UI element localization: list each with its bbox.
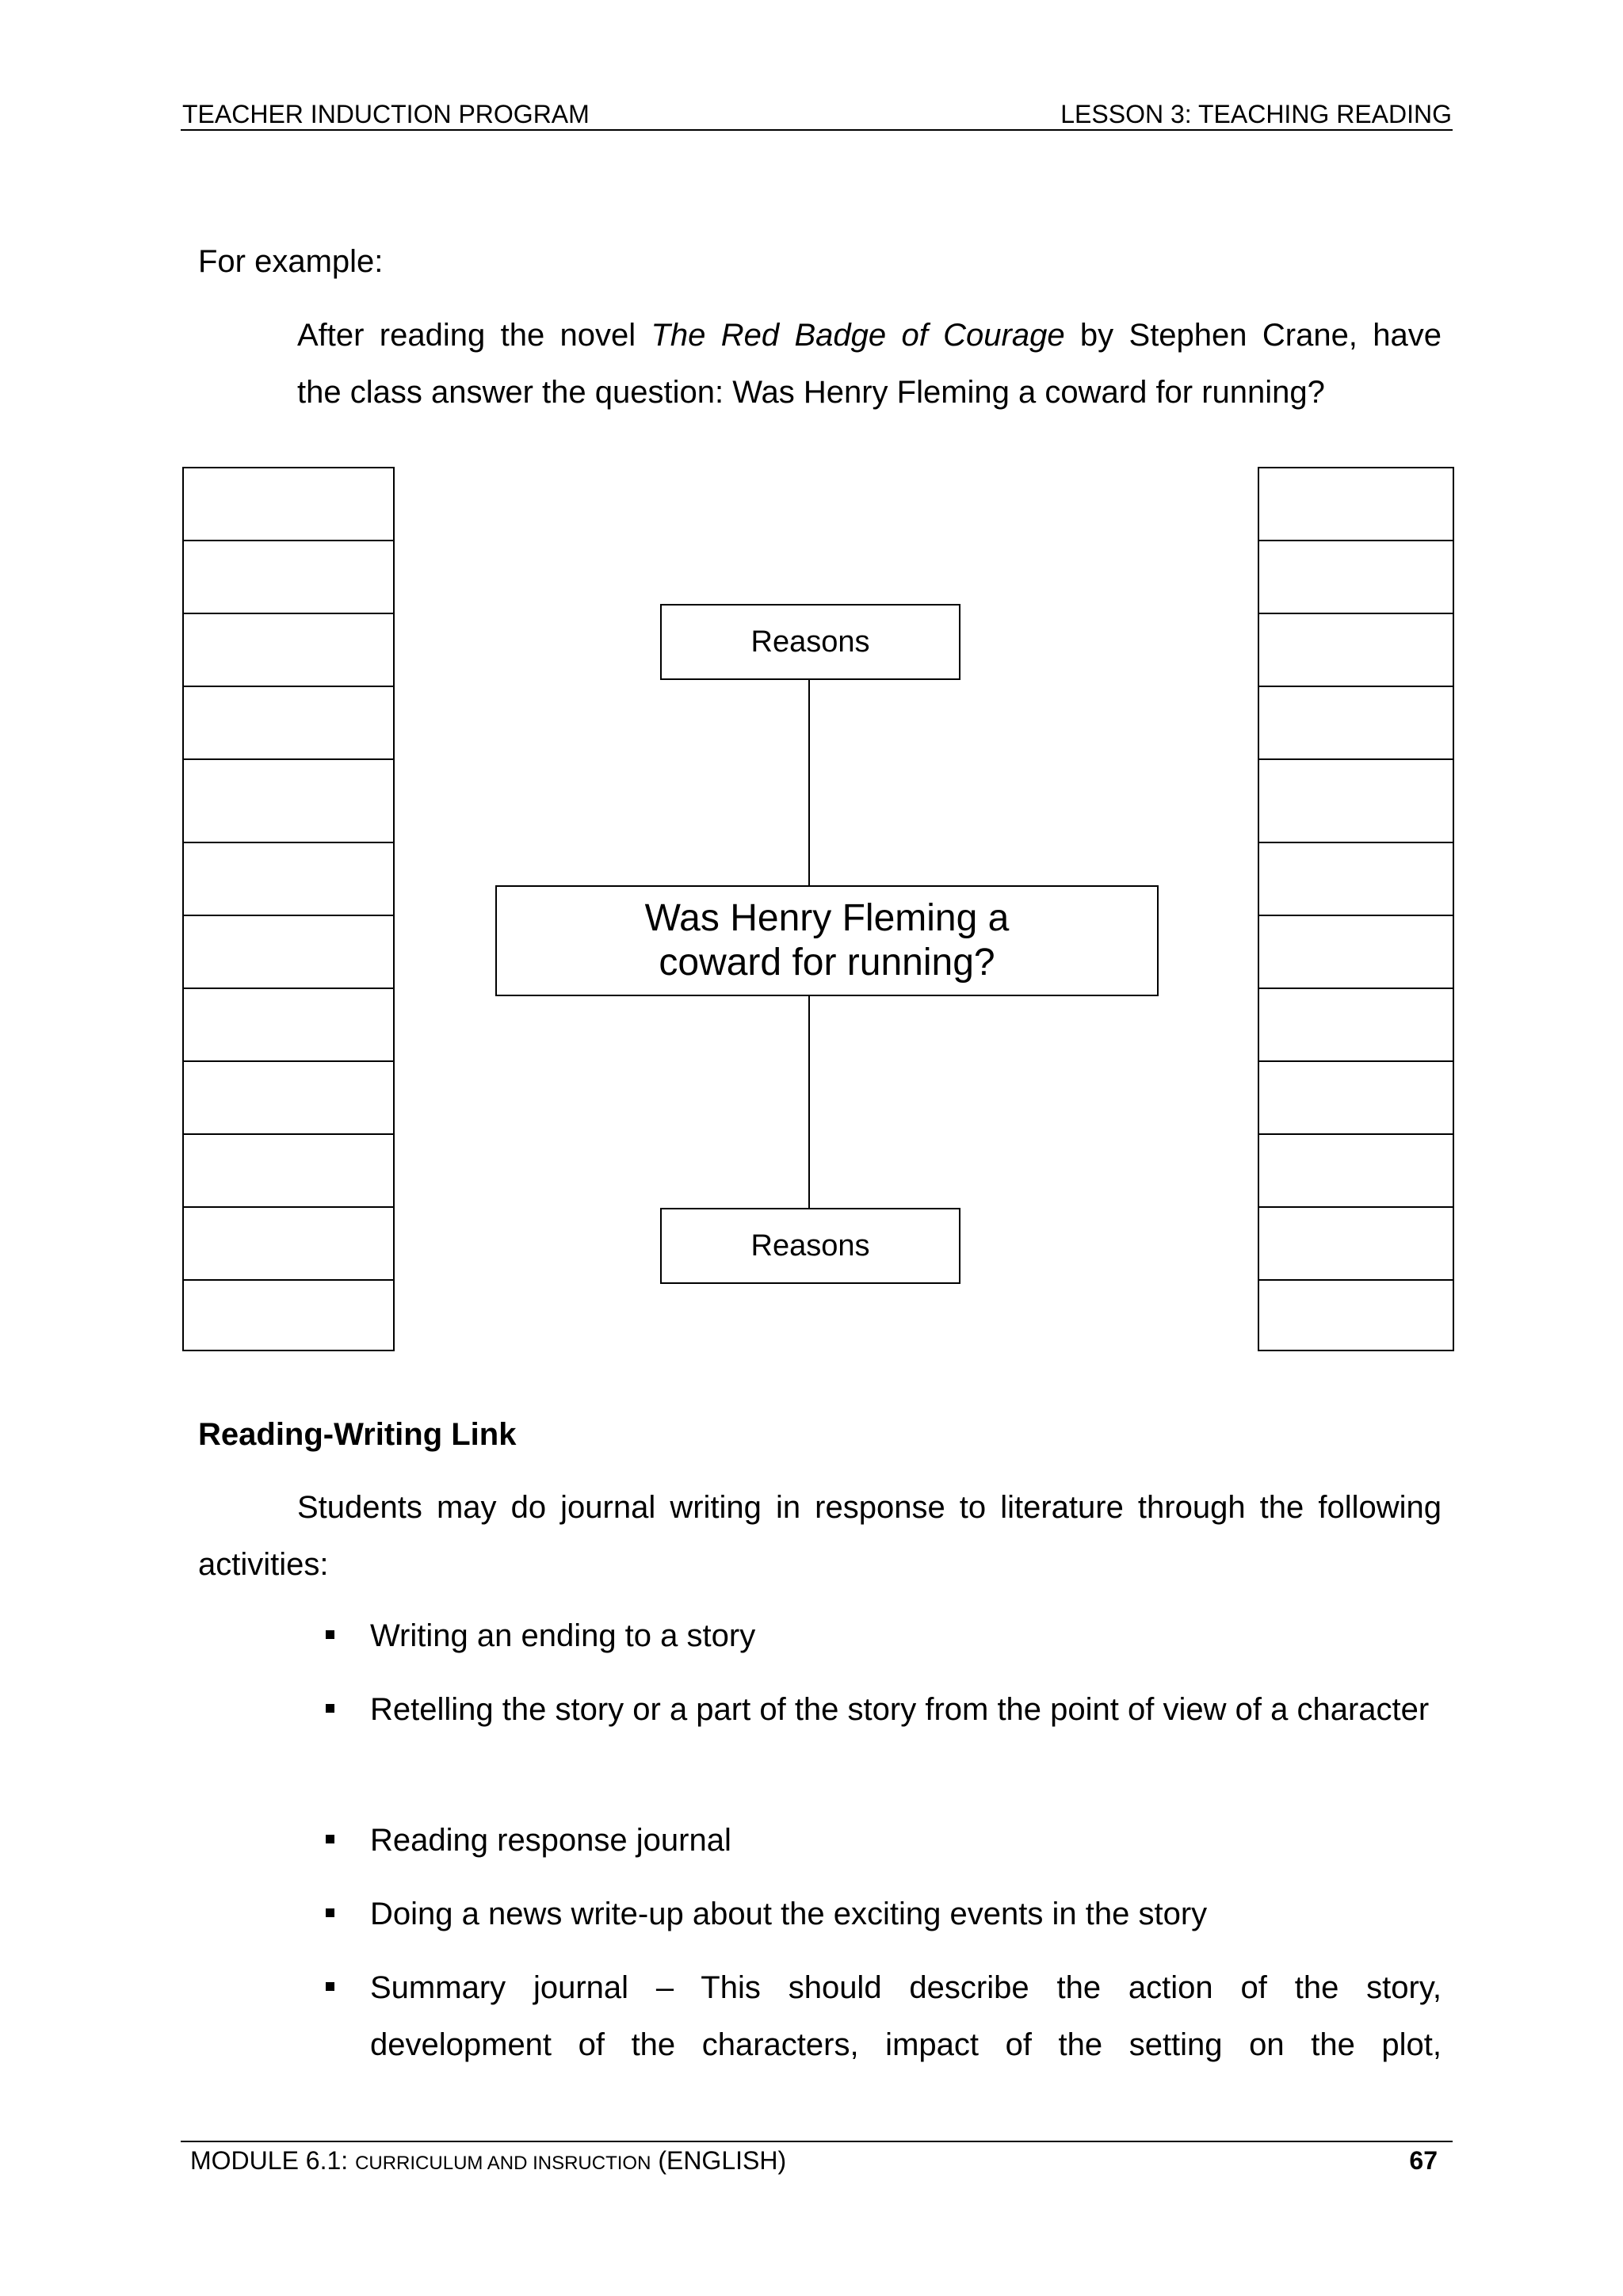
right-blank-cell — [1259, 1281, 1453, 1353]
header-rule — [181, 129, 1453, 131]
list-item: Reading response journal — [370, 1823, 731, 1858]
right-blank-cell — [1259, 916, 1453, 989]
right-blank-cell — [1259, 687, 1453, 760]
right-blank-cell — [1259, 1135, 1453, 1208]
right-blank-cell — [1259, 614, 1453, 687]
left-blank-cell — [184, 1135, 393, 1208]
left-blank-cell — [184, 541, 393, 614]
footer-module-number: MODULE 6.1: — [190, 2146, 356, 2175]
bullet-square — [326, 1982, 334, 1991]
left-blank-cell — [184, 916, 393, 989]
left-blank-cell — [184, 1062, 393, 1135]
left-blank-cell — [184, 843, 393, 916]
page-number: 67 — [1409, 2146, 1438, 2175]
right-blank-column — [1258, 467, 1454, 1351]
list-item: Summary journal – This should describe the action of the story, development of the characters, impact of the setting on the plot, — [370, 1970, 1442, 2062]
left-blank-cell — [184, 687, 393, 760]
bullet-square — [326, 1630, 334, 1639]
novel-title: The Red Badge of Courage — [651, 318, 1065, 353]
bullet-square — [326, 1704, 334, 1713]
footer-module — [190, 2146, 786, 2178]
intro-paragraph-line1 — [297, 307, 1442, 364]
right-blank-cell — [1259, 1062, 1453, 1135]
right-blank-cell — [1259, 541, 1453, 614]
right-blank-cell — [1259, 760, 1453, 843]
section-paragraph-line1: Students may do journal writing in response to literature through the following — [297, 1490, 1442, 1525]
section-paragraph-line2: activities: — [198, 1547, 329, 1582]
header-program-title: TEACHER INDUCTION PROGRAM — [182, 100, 590, 128]
bullet-square — [326, 1835, 334, 1843]
footer-rule — [181, 2141, 1453, 2142]
connector-top — [808, 679, 810, 886]
intro-paragraph-line2: the class answer the question: Was Henry Fleming a coward for running? — [297, 375, 1325, 410]
right-blank-cell — [1259, 468, 1453, 541]
for-example-label: For example: — [198, 244, 384, 279]
left-blank-cell — [184, 760, 393, 843]
footer-subject: (ENGLISH) — [651, 2146, 787, 2175]
right-blank-cell — [1259, 843, 1453, 916]
central-question-box: Was Henry Fleming a coward for running? — [495, 885, 1159, 996]
header-lesson-title: LESSON 3: TEACHING READING — [1060, 100, 1452, 128]
list-item: Doing a news write-up about the exciting events in the story — [370, 1897, 1208, 1931]
right-blank-cell — [1259, 989, 1453, 1062]
left-blank-column — [182, 467, 395, 1351]
intro-text-before-title: After reading the novel — [297, 318, 651, 353]
left-blank-cell — [184, 989, 393, 1062]
left-blank-cell — [184, 614, 393, 687]
section-heading: Reading-Writing Link — [198, 1417, 517, 1452]
intro-text-after-title: by Stephen Crane, have — [1064, 318, 1442, 353]
left-blank-cell — [184, 1281, 393, 1353]
bullet-square — [326, 1908, 334, 1917]
left-blank-cell — [184, 468, 393, 541]
footer-course-name: CURRICULUM AND INSRUCTION — [355, 2153, 651, 2174]
left-blank-cell — [184, 1208, 393, 1281]
right-blank-cell — [1259, 1208, 1453, 1281]
reasons-box-bottom: Reasons — [660, 1208, 960, 1284]
list-item: Retelling the story or a part of the story from the point of view of a character — [370, 1692, 1430, 1727]
list-item: Writing an ending to a story — [370, 1618, 756, 1653]
reasons-box-top: Reasons — [660, 604, 960, 680]
